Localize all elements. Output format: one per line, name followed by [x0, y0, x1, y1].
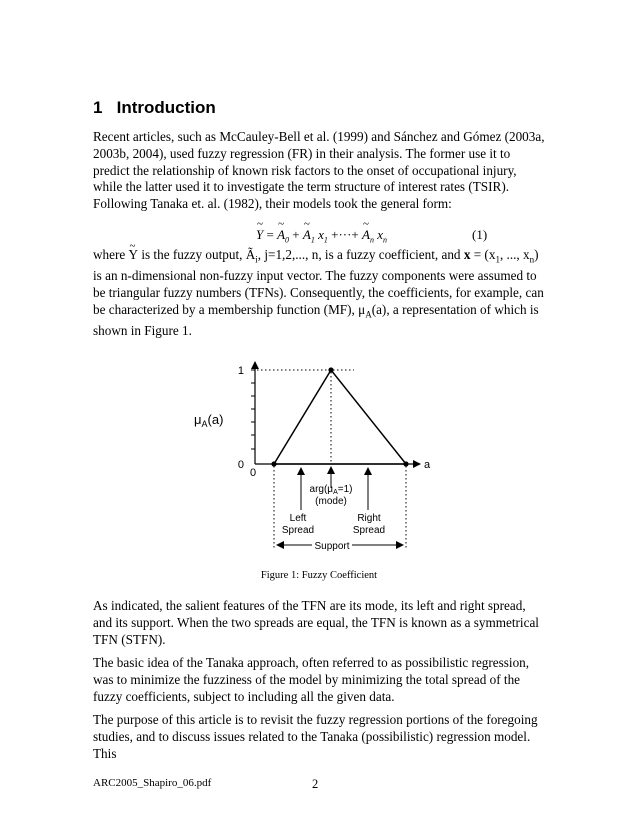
paragraph-tfn-features: As indicated, the salient features of the TFN are its mode, its left and right spread, and its support. When the two spreads are equal, the TFN is known as a symmetrical TFN (STFN). — [93, 598, 539, 647]
section-number: 1 — [93, 98, 103, 117]
tick-label-zero-y: 0 — [237, 459, 244, 471]
left-spread-label-1: Left — [289, 513, 307, 524]
right-spread-label-2: Spread — [352, 525, 386, 536]
figure-caption: Figure 1: Fuzzy Coefficient — [260, 570, 378, 581]
paragraph-intro: Recent articles, such as McCauley-Bell et al. (1999) and Sánchez and Gómez (2003a, 2003b, 2004), used fuzzy regression (FR) in their analysis. The former use it to predict the relationship of known risk factors to the onset of occupational injury, while the latter used it to investigate the term structure of interest rates (TSIR). Following Tanaka et. al. (1982), their models took the general form: — [93, 129, 545, 212]
x-axis-label: a — [424, 459, 431, 471]
footer-filename: ARC2005_Shapiro_06.pdf — [93, 777, 212, 789]
y-axis-label: $\mu_A(a)$ — [194, 412, 224, 429]
y-axis-ticks — [251, 370, 255, 449]
left-spread-label-2: Spread — [281, 525, 315, 536]
equation-number: (1) — [472, 227, 488, 242]
left-endpoint — [271, 461, 276, 466]
section-title: Introduction — [116, 98, 216, 117]
right-endpoint — [403, 461, 408, 466]
paragraph-tanaka-approach: The basic idea of the Tanaka approach, often referred to as possibilistic regression, was to minimize the fuzziness of the model by minimizing the total spread of the fuzzy coefficients, subject to including all the given data. — [93, 655, 530, 704]
mode-label: $arg(\mu_A=1)$ — [309, 484, 353, 496]
page-number: 2 — [312, 777, 319, 791]
equation-1: ~ Y = ~ $A_0$ + ~ $A_1$ $x_1$ +···+ ~ $A_n$ $x_n$ — [256, 227, 387, 245]
right-spread-label-1: Right — [357, 513, 381, 524]
support-label: Support — [314, 541, 350, 552]
paragraph-definitions: where ~ Y is the fuzzy output, $Ã_i$, j=1,2,..., n, is a fuzzy coefficient, and $x = (x_1$, ..., $x_n$) is an n-dimensional non-fuzzy input vector. The fuzzy components were assumed to be triangular fuzzy numbers (TFNs). Consequently, the coefficients, for example, can be characterized by a membership function (MF), $\mu_A(a)$, a representation of which is shown in Figure 1. — [93, 247, 545, 340]
peak-point — [328, 367, 333, 372]
tick-label-zero-x: 0 — [249, 467, 257, 479]
tick-label-one: 1 — [237, 365, 244, 377]
section-heading — [93, 98, 216, 118]
paragraph-purpose: The purpose of this article is to revisit the fuzzy regression portions of the foregoing studies, and to discuss issues related to the Tanaka (possibilistic) regression model. This — [93, 712, 538, 761]
fuzzy-coefficient-figure — [180, 352, 460, 557]
triangle-mf — [274, 370, 406, 464]
mode-label-2: (mode) — [315, 496, 347, 507]
